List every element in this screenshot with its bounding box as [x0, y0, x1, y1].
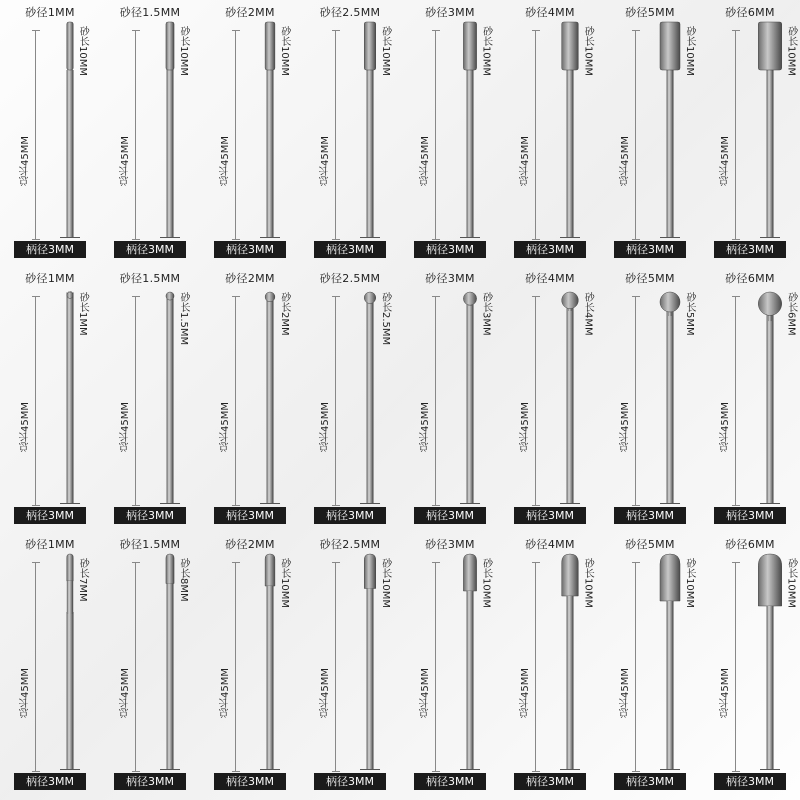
head-diameter-label: 砂径3MM [425, 538, 475, 551]
grit-length-label: 砂长10MM [684, 26, 695, 76]
shank [567, 70, 574, 238]
shank-dimension-tick [660, 237, 680, 238]
head-diameter-label: 砂径4MM [525, 6, 575, 19]
grit-head [562, 22, 579, 70]
shank-diameter-badge: 柄径3MM [14, 507, 86, 524]
grit-length-label: 砂长10MM [278, 26, 290, 76]
shank-dimension-tick [560, 503, 580, 504]
bit-cell [300, 266, 400, 532]
grit-head [166, 554, 174, 584]
grit-length-label: 砂长3MM [480, 292, 492, 336]
shank-diameter-badge: 柄径3MM [514, 773, 586, 790]
grit-head [364, 554, 376, 589]
head-diameter-label: 砂径6MM [725, 6, 775, 19]
grit-head [265, 22, 275, 70]
total-length-label: 总长45MM [620, 402, 631, 452]
grit-head [364, 22, 376, 70]
grit-head [67, 292, 73, 298]
shank-diameter-badge: 柄径3MM [114, 241, 186, 258]
total-length-label: 总长45MM [20, 668, 31, 718]
shank-diameter-badge: 柄径3MM [714, 773, 786, 790]
shank [367, 70, 374, 238]
grit-length-label: 砂长10MM [785, 26, 797, 76]
shank-diameter-badge: 柄径3MM [114, 773, 186, 790]
grit-head [463, 22, 476, 70]
head-diameter-label: 砂径6MM [725, 272, 775, 285]
shank-diameter-badge: 柄径3MM [14, 241, 86, 258]
bit-cell [200, 532, 300, 798]
bit-cell [0, 266, 100, 532]
grit-length-label: 砂长10MM [278, 558, 290, 608]
shank-dimension-tick [660, 503, 680, 504]
total-length-label: 总长45MM [220, 136, 231, 186]
bit-cell [700, 0, 800, 266]
head-diameter-label: 砂径4MM [525, 538, 575, 551]
grit-head [166, 292, 174, 300]
shank-dimension-tick [560, 237, 580, 238]
head-diameter-label: 砂径6MM [725, 538, 775, 551]
grit-head [758, 292, 781, 315]
head-diameter-label: 砂径4MM [525, 272, 575, 285]
shank [167, 612, 174, 770]
grit-head [265, 292, 275, 302]
shank-diameter-badge: 柄径3MM [314, 241, 386, 258]
shank-dimension-tick [60, 769, 80, 770]
total-length-label: 总长45MM [120, 402, 131, 452]
grit-length-label: 砂长10MM [379, 26, 391, 76]
total-length-label: 总长45MM [120, 668, 131, 718]
shank-diameter-badge: 柄径3MM [214, 241, 286, 258]
shank-dimension-tick [160, 769, 180, 770]
head-diameter-label: 砂径1MM [25, 272, 75, 285]
total-length-label: 总长45MM [220, 402, 231, 452]
shank-diameter-badge: 柄径3MM [714, 241, 786, 258]
bit-cell [100, 532, 200, 798]
shank-diameter-badge: 柄径3MM [614, 773, 686, 790]
bit-cell [300, 532, 400, 798]
head-diameter-label: 砂径5MM [625, 272, 675, 285]
total-length-label: 总长45MM [320, 668, 331, 718]
grit-length-label: 砂长5MM [684, 292, 695, 336]
shank [267, 612, 274, 770]
head-diameter-label: 砂径1MM [25, 6, 75, 19]
shank-diameter-badge: 柄径3MM [314, 507, 386, 524]
grit-head [364, 292, 376, 304]
head-diameter-label: 砂径3MM [425, 272, 475, 285]
shank-dimension-tick [760, 503, 780, 504]
grit-length-label: 砂长10MM [480, 558, 492, 608]
total-length-label: 总长45MM [420, 402, 431, 452]
shank-diameter-badge: 柄径3MM [514, 507, 586, 524]
shank-dimension-tick [560, 769, 580, 770]
grit-head [463, 554, 476, 591]
grit-length-label: 砂长1.5MM [178, 292, 190, 346]
grit-length-label: 砂长10MM [582, 558, 594, 608]
head-diameter-label: 砂径2MM [225, 538, 275, 551]
shank-dimension-tick [360, 503, 380, 504]
shank [767, 612, 774, 770]
shank [167, 70, 174, 238]
grit-head [660, 554, 680, 601]
grit-length-label: 砂长10MM [684, 558, 695, 608]
head-diameter-label: 砂径1.5MM [119, 272, 181, 285]
shank [67, 292, 74, 504]
shank [267, 70, 274, 238]
shank-diameter-badge: 柄径3MM [114, 507, 186, 524]
shank-dimension-tick [260, 503, 280, 504]
total-length-label: 总长45MM [420, 668, 431, 718]
total-length-label: 总长45MM [520, 402, 531, 452]
total-length-label: 总长45MM [720, 668, 731, 718]
total-length-label: 总长45MM [320, 402, 331, 452]
grit-head [660, 22, 680, 70]
grit-length-label: 砂长10MM [582, 26, 594, 76]
shank [67, 612, 74, 770]
shank-dimension-tick [260, 769, 280, 770]
grit-length-label: 砂长1MM [77, 292, 89, 336]
shank-diameter-badge: 柄径3MM [214, 773, 286, 790]
grit-length-label: 砂长6MM [785, 292, 797, 336]
grit-length-label: 砂长7MM [77, 558, 89, 602]
grit-head [758, 22, 781, 70]
shank [367, 612, 374, 770]
shank-diameter-badge: 柄径3MM [14, 773, 86, 790]
bit-cell [700, 266, 800, 532]
head-diameter-label: 砂径2MM [225, 6, 275, 19]
shank [367, 298, 374, 505]
grit-head [562, 554, 579, 596]
head-diameter-label: 砂径1.5MM [119, 538, 181, 551]
shank [767, 70, 774, 238]
bit-cell [500, 532, 600, 798]
bit-cell [400, 532, 500, 798]
head-diameter-label: 砂径2.5MM [319, 272, 381, 285]
grit-head [463, 292, 476, 305]
shank-dimension-tick [360, 237, 380, 238]
bit-cell [600, 0, 700, 266]
grit-head [265, 554, 275, 586]
grit-length-label: 砂长4MM [582, 292, 594, 336]
shank [467, 299, 474, 504]
total-length-label: 总长45MM [620, 136, 631, 186]
shank [167, 294, 174, 504]
shank-diameter-badge: 柄径3MM [214, 507, 286, 524]
bit-cell [0, 0, 100, 266]
shank-diameter-badge: 柄径3MM [314, 773, 386, 790]
shank [467, 70, 474, 238]
head-diameter-label: 砂径1.5MM [119, 6, 181, 19]
total-length-label: 总长45MM [520, 136, 531, 186]
shank [667, 70, 674, 238]
bit-cell [400, 0, 500, 266]
grit-head [562, 292, 579, 309]
shank [67, 70, 74, 238]
head-diameter-label: 砂径5MM [625, 6, 675, 19]
bit-cell [200, 266, 300, 532]
shank-dimension-tick [460, 237, 480, 238]
shank [667, 306, 674, 504]
head-diameter-label: 砂径1MM [25, 538, 75, 551]
bit-cell [0, 532, 100, 798]
grit-length-label: 砂长10MM [178, 26, 190, 76]
total-length-label: 总长45MM [420, 136, 431, 186]
grit-head [67, 22, 73, 70]
shank [767, 309, 774, 504]
shank-diameter-badge: 柄径3MM [414, 773, 486, 790]
grit-head [166, 22, 174, 70]
bit-cell [600, 266, 700, 532]
shank [667, 612, 674, 770]
grit-length-label: 砂长10MM [77, 26, 89, 76]
shank-diameter-badge: 柄径3MM [514, 241, 586, 258]
bit-cell [500, 266, 600, 532]
total-length-label: 总长45MM [520, 668, 531, 718]
shank-diameter-badge: 柄径3MM [614, 241, 686, 258]
head-diameter-label: 砂径3MM [425, 6, 475, 19]
shank-diameter-badge: 柄径3MM [614, 507, 686, 524]
shank-dimension-tick [360, 769, 380, 770]
shank [567, 303, 574, 504]
total-length-label: 总长45MM [320, 136, 331, 186]
bit-cell [200, 0, 300, 266]
shank [567, 612, 574, 770]
shank-dimension-tick [660, 769, 680, 770]
head-diameter-label: 砂径2MM [225, 272, 275, 285]
grit-head [67, 554, 73, 581]
bit-cell [400, 266, 500, 532]
shank-dimension-tick [260, 237, 280, 238]
shank-dimension-tick [760, 769, 780, 770]
head-diameter-label: 砂径2.5MM [319, 6, 381, 19]
shank-diameter-badge: 柄径3MM [414, 507, 486, 524]
shank-dimension-tick [60, 237, 80, 238]
shank-diameter-badge: 柄径3MM [714, 507, 786, 524]
head-diameter-label: 砂径5MM [625, 538, 675, 551]
bit-cell [600, 532, 700, 798]
shank [267, 296, 274, 504]
bit-cell [500, 0, 600, 266]
bit-cell [700, 532, 800, 798]
shank-dimension-tick [160, 237, 180, 238]
shank [467, 612, 474, 770]
head-diameter-label: 砂径2.5MM [319, 538, 381, 551]
total-length-label: 总长45MM [20, 136, 31, 186]
total-length-label: 总长45MM [620, 668, 631, 718]
shank-dimension-tick [760, 237, 780, 238]
bit-cell [100, 0, 200, 266]
total-length-label: 总长45MM [720, 136, 731, 186]
total-length-label: 总长45MM [20, 402, 31, 452]
grit-head [758, 554, 781, 606]
bit-cell [300, 0, 400, 266]
grit-length-label: 砂长8MM [178, 558, 190, 602]
grit-head [660, 292, 680, 312]
bit-cell [100, 266, 200, 532]
total-length-label: 总长45MM [720, 402, 731, 452]
shank-dimension-tick [460, 503, 480, 504]
shank-dimension-tick [460, 769, 480, 770]
grit-length-label: 砂长2.5MM [379, 292, 391, 346]
grit-length-label: 砂长10MM [480, 26, 492, 76]
grit-length-label: 砂长2MM [278, 292, 290, 336]
grit-length-label: 砂长10MM [785, 558, 797, 608]
shank-diameter-badge: 柄径3MM [414, 241, 486, 258]
total-length-label: 总长45MM [120, 136, 131, 186]
grit-length-label: 砂长10MM [379, 558, 391, 608]
total-length-label: 总长45MM [220, 668, 231, 718]
shank-dimension-tick [160, 503, 180, 504]
shank-dimension-tick [60, 503, 80, 504]
